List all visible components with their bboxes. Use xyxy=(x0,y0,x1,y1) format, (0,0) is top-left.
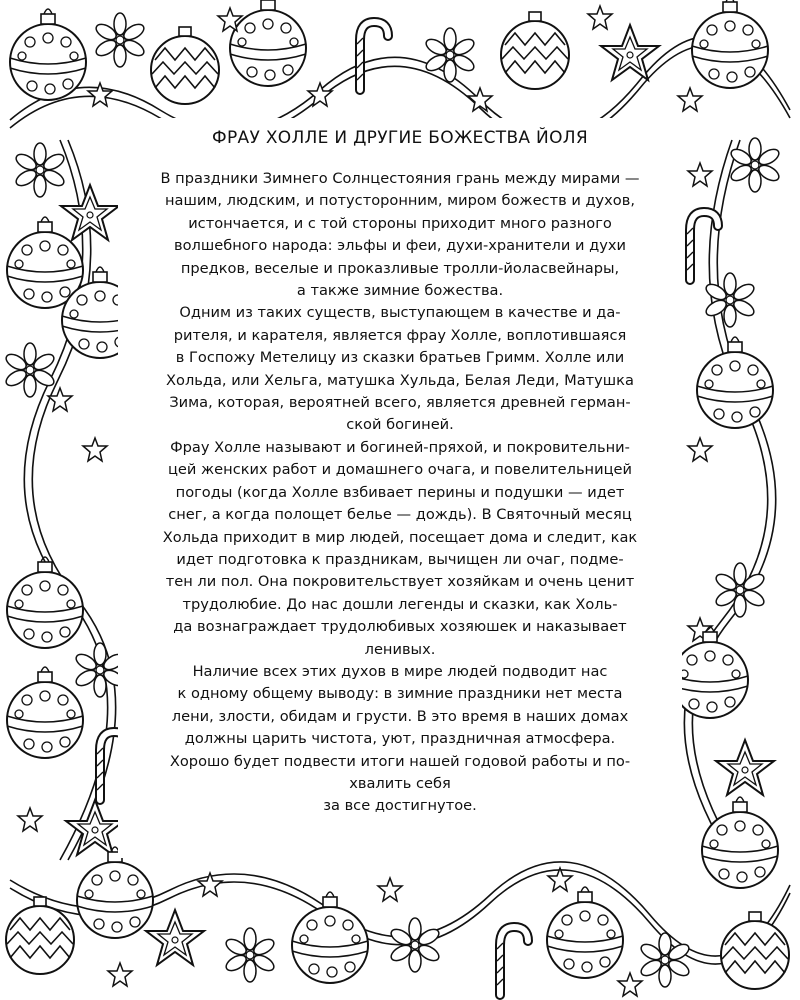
text-line: Одним из таких существ, выступающем в качестве и да- xyxy=(179,304,621,322)
text-line: Наличие всех этих духов в мире людей подводит нас xyxy=(192,662,608,680)
text-line: тен ли пол. Она покровительствует хозяйкам и очень ценит xyxy=(165,573,635,591)
text-line: а также зимние божества. xyxy=(296,282,504,300)
text-line: ской богиней. xyxy=(346,416,454,434)
text-line: волшебного народа: эльфы и феи, духи-хранители и духи xyxy=(174,237,626,255)
text-line: хвалить себя xyxy=(349,774,451,792)
text-line: да вознаграждает трудолюбивых хозяюшек и наказывает xyxy=(173,618,627,636)
text-line: Зима, которая, вероятней всего, является древней герман- xyxy=(169,394,631,412)
page-title: ФРАУ ХОЛЛЕ И ДРУГИЕ БОЖЕСТВА ЙОЛЯ xyxy=(212,128,588,148)
text-line: снег, а когда полощет белье — дождь). В Святочный месяц xyxy=(168,506,632,524)
text-line: нашим, людским, и потусторонним, миром божеств и духов, xyxy=(165,192,635,210)
text-line: истончается, и с той стороны приходит много разного xyxy=(188,214,612,232)
text-line: должны царить чистота, уют, праздничная атмосфера. xyxy=(184,730,616,748)
text-line: Хольда приходит в мир людей, посещает дома и следит, как xyxy=(162,528,638,546)
text-line: рителя, и карателя, является фрау Холле, воплотившаяся xyxy=(173,326,627,344)
text-line: предков, веселые и проказливые тролли-йоласвейнары, xyxy=(180,259,620,277)
text-line: Хорошо будет подвести итоги нашей годовой работы и по- xyxy=(169,752,631,770)
text-line: ленивых. xyxy=(364,640,436,658)
text-line: цей женских работ и домашнего очага, и повелительницей xyxy=(168,461,632,479)
text-line: в Госпожу Метелицу из сказки братьев Гримм. Холле или xyxy=(175,349,625,367)
text-line: за все достигнутое. xyxy=(323,797,477,815)
text-line: трудолюбие. До нас дошли легенды и сказки, как Холь- xyxy=(182,595,618,613)
body-text xyxy=(130,168,670,818)
text-line: к одному общему выводу: в зимние праздники нет места xyxy=(177,685,623,703)
text-line: В праздники Зимнего Солнцестояния грань между мирами — xyxy=(160,170,640,187)
text-line: лени, злости, обидам и грусти. В это время в наших домах xyxy=(171,707,629,725)
text-line: идет подготовка к праздникам, вычищен ли очаг, подме- xyxy=(176,550,624,568)
text-line: Фрау Холле называют и богиней-пряхой, и покровительни- xyxy=(170,438,630,456)
text-line: Хольда, или Хельга, матушка Хульда, Белая Леди, Матушка xyxy=(166,371,634,389)
text-line: погоды (когда Холле взбивает перины и подушки — идет xyxy=(175,483,625,501)
